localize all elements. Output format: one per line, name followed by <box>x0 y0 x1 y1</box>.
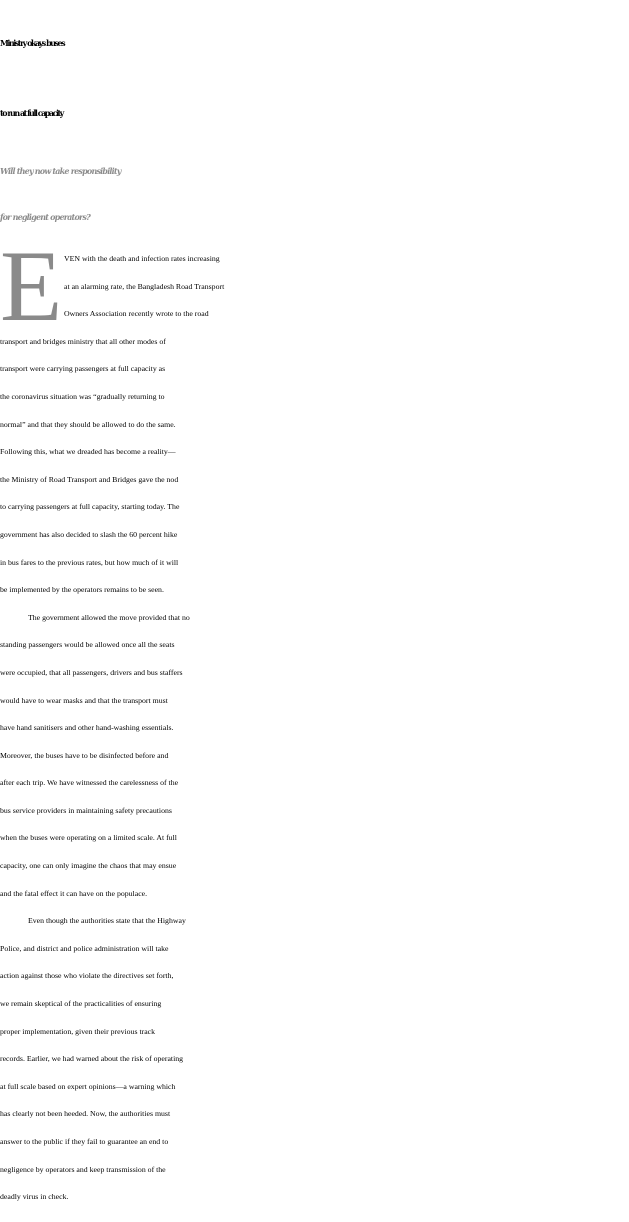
drop-cap: E <box>0 230 63 343</box>
text-line: negligence by operators and keep transmission of the <box>0 1164 166 1174</box>
text-line: standing passengers would be allowed once all the seats <box>0 640 175 650</box>
text-line: we remain skeptical of the practicalities of ensuring <box>0 999 162 1009</box>
text-line: records. Earlier, we had warned about the risk of operating <box>0 1054 184 1064</box>
text-line: transport and bridges ministry that all other modes of <box>0 336 166 346</box>
subheadline-line: Will they now take responsibility <box>0 166 121 176</box>
paragraph-1 <box>0 230 629 604</box>
text-line: VEN with the death and infection rates increasing <box>64 254 220 263</box>
text-line: proper implementation, given their previous track <box>0 1026 156 1036</box>
text-line: when the buses were operating on a limited scale. At full <box>0 833 177 843</box>
text-line: the coronavirus situation was “gradually returning to <box>0 391 165 401</box>
text-line: bus service providers in maintaining safety precautions <box>0 805 172 815</box>
text-line: have hand sanitisers and other hand-washing essentials. <box>0 723 174 733</box>
text-line: to carrying passengers at full capacity, starting today. The <box>0 502 180 512</box>
text-line: The government allowed the move provided that no <box>28 612 190 622</box>
text-line: Owners Association recently wrote to the road <box>64 309 209 319</box>
headline-line: to run at full capacity <box>0 108 63 118</box>
text-line: Police, and district and police administration will take <box>0 943 169 953</box>
text-line: Moreover, the buses have to be disinfected before and <box>0 750 169 760</box>
text-line: answer to the public if they fail to guarantee an end to <box>0 1137 169 1146</box>
paragraph-3 <box>0 907 629 1211</box>
text-line: after each trip. We have witnessed the carelessness of the <box>0 778 179 788</box>
text-line: were occupied, that all passengers, drivers and bus staffers <box>0 667 183 677</box>
subheadline <box>0 148 629 240</box>
headline <box>0 8 629 148</box>
paragraph-2 <box>0 604 629 908</box>
text-line: capacity, one can only imagine the chaos that may ensue <box>0 861 177 871</box>
text-line: at full scale based on expert opinions—a warning which <box>0 1081 176 1091</box>
text-line: government has also decided to slash the 60 percent hike <box>0 529 178 539</box>
text-line: action against those who violate the directives set forth, <box>0 971 174 981</box>
text-line: Even though the authorities state that the Highway <box>28 916 186 926</box>
text-line: would have to wear masks and that the transport must <box>0 695 168 705</box>
text-line: deadly virus in check. <box>0 1192 69 1202</box>
text-line: at an alarming rate, the Bangladesh Road Transport <box>64 281 225 291</box>
text-line: be implemented by the operators remains to be seen. <box>0 585 164 595</box>
text-line: in bus fares to the previous rates, but how much of it will <box>0 557 179 567</box>
text-line: has clearly not been heeded. Now, the authorities must <box>0 1109 171 1119</box>
headline-line: Ministry okays buses <box>0 38 65 48</box>
text-line: and the fatal effect it can have on the populace. <box>0 888 148 898</box>
text-line: transport were carrying passengers at full capacity as <box>0 364 166 374</box>
text-line: the Ministry of Road Transport and Bridges gave the nod <box>0 474 179 484</box>
text-line: Following this, what we dreaded has become a reality— <box>0 447 176 457</box>
article-body <box>0 230 629 1211</box>
subheadline-line: for negligent operators? <box>0 212 90 222</box>
text-line: normal” and that they should be allowed to do the same. <box>0 419 176 429</box>
